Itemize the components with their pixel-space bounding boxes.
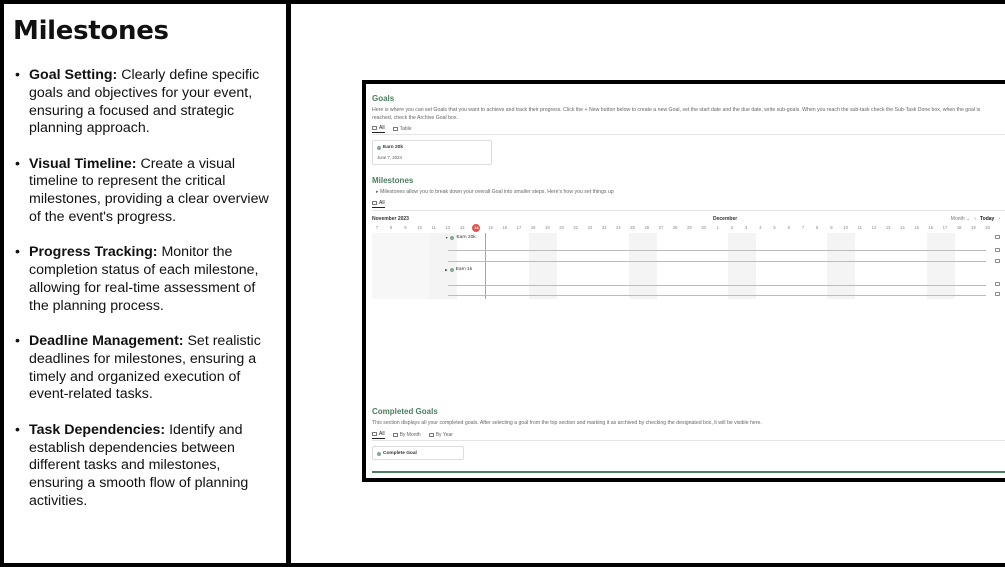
goal-card[interactable] bbox=[372, 140, 492, 165]
milestones-info-panel bbox=[4, 4, 286, 563]
milestones-tabs bbox=[372, 200, 385, 208]
day-label: 12 bbox=[445, 225, 451, 230]
milestones-heading: Milestones bbox=[372, 176, 414, 185]
divider bbox=[372, 134, 1005, 135]
view-select[interactable]: Month ⌄ bbox=[950, 216, 971, 222]
day-label: 7 bbox=[375, 225, 379, 230]
day-label: 1 bbox=[716, 225, 719, 230]
day-label: 15 bbox=[488, 225, 493, 230]
day-label: 24 bbox=[616, 225, 621, 230]
subtask-bar[interactable] bbox=[448, 250, 986, 251]
end-handle-icon[interactable] bbox=[995, 248, 1000, 252]
day-label: 20 bbox=[985, 225, 990, 230]
feature-text: Clearly define specific goals and objectives for your event, ensuring a focused and strategic planning approach. bbox=[29, 67, 260, 137]
day-label: 12 bbox=[871, 225, 877, 230]
bullet: • bbox=[15, 67, 20, 83]
day-label: 11 bbox=[857, 225, 862, 230]
notion-screen bbox=[366, 84, 1005, 478]
weekend-shade bbox=[629, 233, 657, 299]
list-icon bbox=[372, 126, 377, 130]
day-label: 19 bbox=[545, 225, 550, 230]
feature-text: Create a visual timeline to represent the critical milestones, providing a clear overview of the event's progress. bbox=[29, 155, 269, 226]
day-label: 14 bbox=[900, 225, 905, 230]
feature-title: Task Dependencies: bbox=[29, 421, 166, 438]
day-label: 9 bbox=[404, 225, 407, 230]
day-label: 8 bbox=[390, 225, 393, 230]
day-label: 25 bbox=[630, 225, 635, 230]
day-label: 5 bbox=[773, 225, 776, 230]
bullet: • bbox=[15, 244, 20, 261]
day-label: 26 bbox=[644, 225, 650, 230]
day-label: 14 bbox=[474, 225, 479, 230]
day-label: 30 bbox=[701, 225, 706, 230]
toggle-arrow-icon: ▸ bbox=[376, 189, 381, 195]
tab-by-month[interactable]: By Month bbox=[393, 431, 421, 439]
day-label: 19 bbox=[971, 225, 976, 230]
month-label: December bbox=[713, 216, 738, 222]
completed-goals-heading: Completed Goals bbox=[372, 407, 438, 416]
day-label: 13 bbox=[459, 225, 465, 230]
status-dot-icon bbox=[450, 268, 454, 272]
goals-tabs bbox=[372, 125, 412, 133]
end-handle-icon[interactable] bbox=[995, 235, 1000, 239]
expand-icon: ▼ bbox=[445, 235, 449, 240]
day-label: 22 bbox=[587, 225, 593, 230]
feature-title: Deadline Management: bbox=[29, 333, 184, 350]
feature-list bbox=[15, 67, 277, 528]
weekend-shade bbox=[728, 233, 756, 299]
tab-by-year[interactable]: By Year bbox=[429, 431, 453, 439]
day-label: 18 bbox=[530, 225, 536, 230]
day-label: 16 bbox=[928, 225, 934, 230]
day-label: 10 bbox=[417, 225, 422, 230]
feature-item bbox=[15, 422, 277, 511]
accent-bar bbox=[372, 471, 1005, 473]
timeline-item[interactable]: ▶ Earn 1k bbox=[445, 267, 473, 272]
feature-title: Goal Setting: bbox=[29, 67, 118, 83]
tab-all[interactable]: All bbox=[372, 200, 385, 208]
day-label: 11 bbox=[431, 225, 436, 230]
day-label: 3 bbox=[745, 225, 748, 230]
goal-card-date: June 7, 2024 bbox=[377, 155, 402, 160]
goals-description: Here is where you can set Goals that you want to achieve and track their progress. Click the + New button below to create a new Goal, set the start date and the due date, write sub-goals. When you reach the sub-task check the Sub-Task Done box, when the goal is reached, check the Archive Goal box. bbox=[372, 107, 981, 121]
day-label: 9 bbox=[830, 225, 833, 230]
feature-item bbox=[15, 333, 277, 404]
end-handle-icon[interactable] bbox=[995, 292, 1000, 296]
board-icon bbox=[393, 433, 398, 437]
end-handle-icon[interactable] bbox=[995, 259, 1000, 263]
feature-text: Monitor the completion status of each milestone, allowing for real-time assessment of the planning process. bbox=[29, 244, 259, 314]
completed-goal-card[interactable]: Complete Goal bbox=[372, 446, 464, 460]
day-label: 13 bbox=[885, 225, 891, 230]
day-label: 29 bbox=[687, 225, 692, 230]
month-label: November 2023 bbox=[372, 216, 409, 222]
prev-icon[interactable]: ‹ bbox=[974, 216, 976, 222]
expand-icon: ▶ bbox=[445, 267, 448, 272]
feature-title: Progress Tracking: bbox=[29, 244, 158, 261]
today-button[interactable]: Today bbox=[979, 216, 995, 222]
subtask-bar[interactable] bbox=[448, 261, 986, 262]
timeline-grid bbox=[372, 233, 1005, 299]
weekend-shade bbox=[429, 233, 457, 299]
day-label: 21 bbox=[573, 225, 579, 230]
day-label: 6 bbox=[787, 225, 790, 230]
day-label: 27 bbox=[658, 225, 664, 230]
preview-panel bbox=[291, 4, 1005, 563]
today-line bbox=[485, 233, 486, 299]
feature-title: Visual Timeline: bbox=[29, 155, 137, 172]
screenshot-frame bbox=[362, 80, 1005, 482]
next-icon[interactable]: › bbox=[998, 216, 1000, 222]
day-label: 4 bbox=[759, 225, 762, 230]
status-dot-icon bbox=[450, 236, 454, 240]
feature-item bbox=[15, 67, 277, 138]
day-label: 18 bbox=[956, 225, 962, 230]
goal-card-title: Earn 20k bbox=[383, 145, 404, 150]
completed-description: This section displays all your completed goals. After selecting a goal from the top section and marking it as archived by checking the designated box, it will be visible here. bbox=[372, 420, 762, 426]
day-label: 7 bbox=[801, 225, 805, 230]
past-shade bbox=[372, 233, 429, 299]
day-label: 23 bbox=[601, 225, 607, 230]
panel-title: Milestones bbox=[13, 16, 169, 46]
day-label: 15 bbox=[914, 225, 919, 230]
tab-table[interactable]: Table bbox=[393, 125, 412, 133]
goals-heading: Goals bbox=[372, 94, 395, 103]
feature-text: Set realistic deadlines for milestones, ensuring a timely and organized execution of event-related tasks. bbox=[29, 333, 261, 403]
day-label: 17 bbox=[942, 225, 948, 230]
divider bbox=[372, 210, 1005, 211]
feature-item bbox=[15, 156, 277, 227]
status-dot-icon bbox=[377, 146, 381, 150]
day-label: 8 bbox=[816, 225, 819, 230]
timeline-icon bbox=[372, 201, 377, 205]
day-label: 28 bbox=[672, 225, 678, 230]
weekend-shade bbox=[927, 233, 955, 299]
weekend-shade bbox=[529, 233, 557, 299]
day-label: 2 bbox=[730, 225, 734, 230]
timeline-item[interactable]: ▼ Earn 20k bbox=[445, 235, 476, 240]
bullet: • bbox=[15, 333, 20, 350]
feature-item bbox=[15, 244, 277, 315]
board-icon bbox=[429, 433, 434, 437]
end-handle-icon[interactable] bbox=[995, 282, 1000, 286]
day-label: 16 bbox=[502, 225, 508, 230]
day-label: 17 bbox=[516, 225, 522, 230]
day-label: 20 bbox=[559, 225, 564, 230]
weekend-shade bbox=[827, 233, 855, 299]
status-dot-icon bbox=[377, 452, 381, 456]
table-icon bbox=[393, 127, 398, 131]
subtask-bar[interactable] bbox=[448, 285, 986, 286]
bullet: • bbox=[15, 155, 20, 172]
completed-tabs bbox=[372, 431, 453, 439]
subtask-bar[interactable] bbox=[448, 295, 986, 296]
divider bbox=[372, 440, 1005, 441]
list-icon bbox=[372, 432, 377, 436]
timeline-header bbox=[372, 216, 1005, 224]
day-label: 10 bbox=[843, 225, 848, 230]
feature-text: Identify and establish dependencies between different tasks and milestones, ensuring a smooth flow of planning activities. bbox=[29, 421, 249, 509]
bullet: • bbox=[15, 421, 20, 438]
tab-all[interactable]: All bbox=[372, 431, 385, 439]
tab-all[interactable]: All bbox=[372, 125, 385, 133]
milestones-toggle[interactable]: ▸ Milestones allow you to break down your overall Goal into smaller steps. Here's how you set things up bbox=[376, 189, 614, 195]
